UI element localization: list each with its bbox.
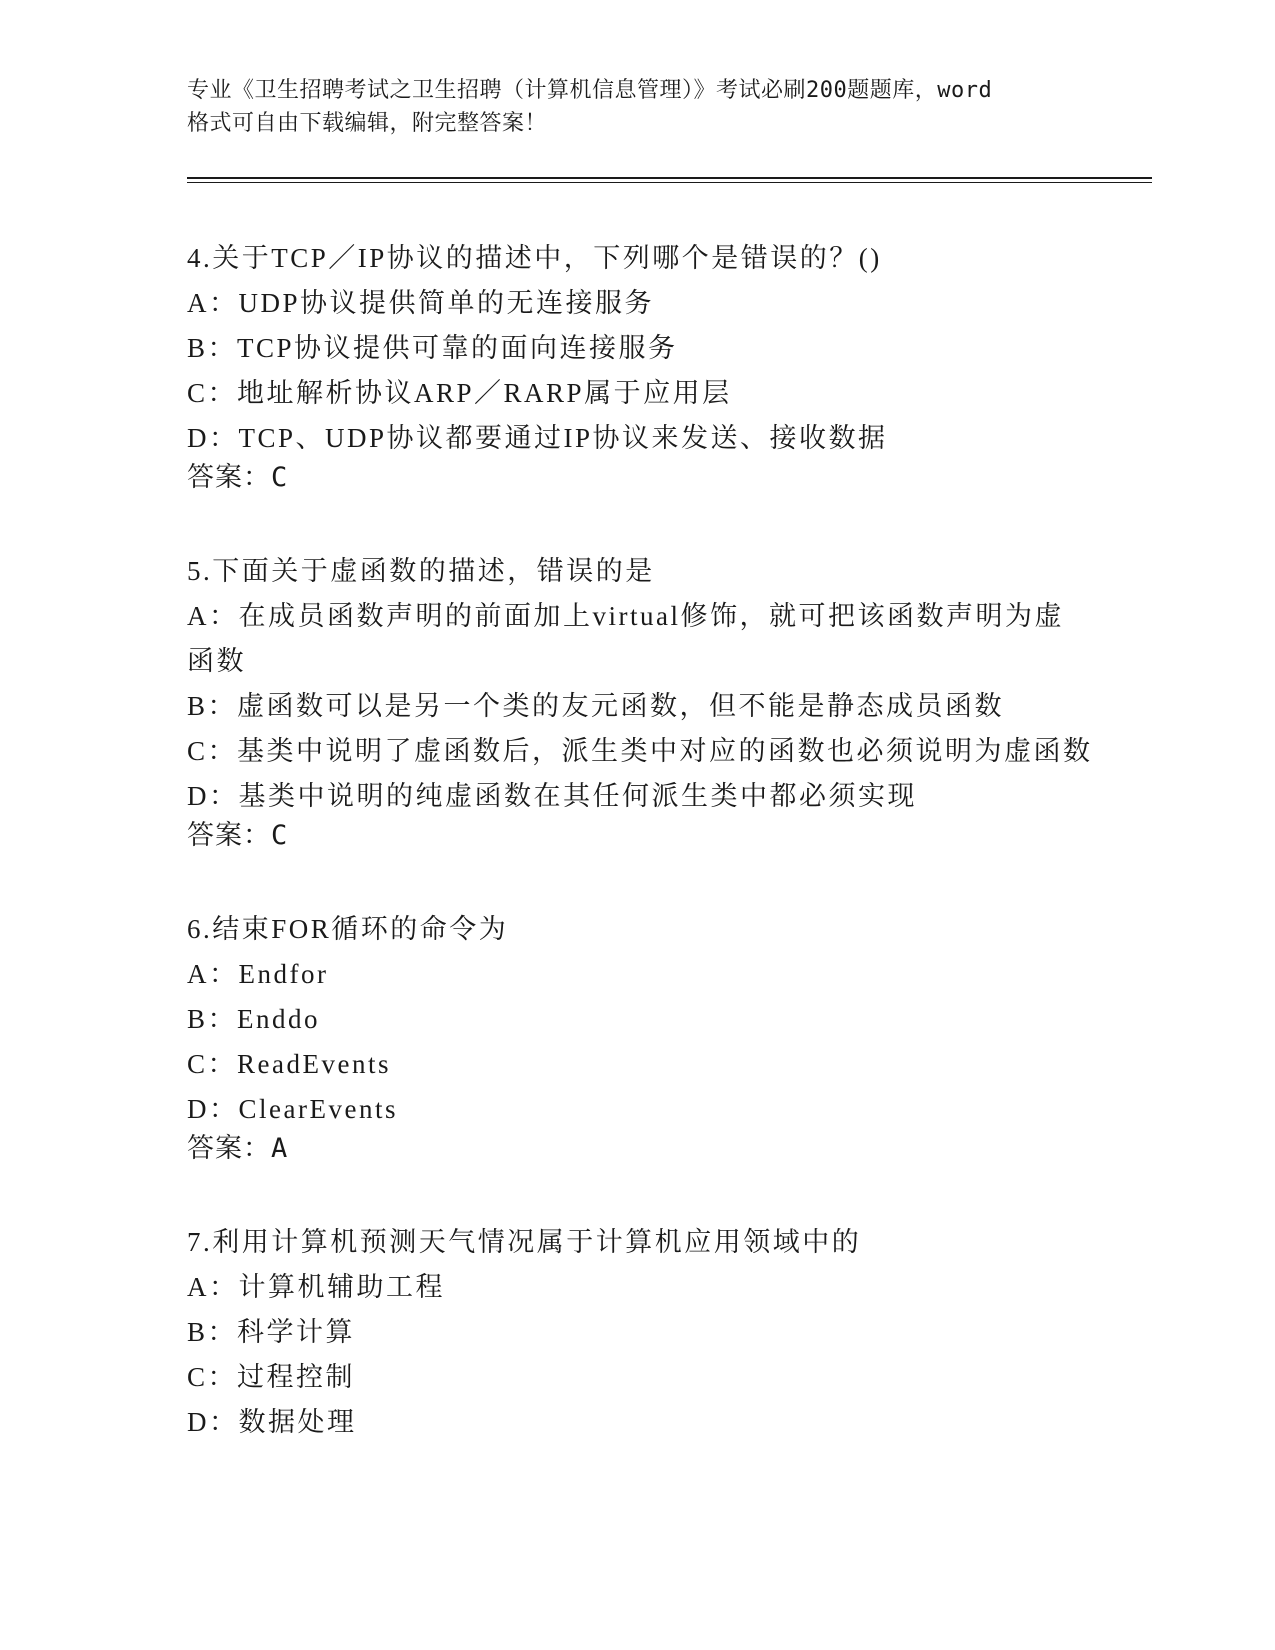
option-b: B：TCP协议提供可靠的面向连接服务 <box>187 333 678 363</box>
question-stem: 7.利用计算机预测天气情况属于计算机应用领域中的 <box>187 1227 862 1257</box>
answer-label: 答案： <box>187 1133 271 1164</box>
option-a: A：在成员函数声明的前面加上virtual修饰，就可把该函数声明为虚 <box>187 601 1064 631</box>
header-divider-thick <box>187 177 1152 179</box>
document-header <box>187 74 1087 140</box>
option-d: D：基类中说明的纯虚函数在其任何派生类中都必须实现 <box>187 781 917 811</box>
option-c: C：地址解析协议ARP／RARP属于应用层 <box>187 378 732 408</box>
option-d: D：TCP、UDP协议都要通过IP协议来发送、接收数据 <box>187 423 888 453</box>
header-line-1: 专业《卫生招聘考试之卫生招聘（计算机信息管理）》考试必刷200题题库，word <box>187 78 993 103</box>
header-divider-thin <box>187 182 1152 183</box>
option-c: C：过程控制 <box>187 1362 356 1392</box>
answer-value: C <box>271 462 289 493</box>
option-d: D：ClearEvents <box>187 1094 398 1124</box>
option-a: A：计算机辅助工程 <box>187 1272 445 1302</box>
answer-line <box>187 813 288 858</box>
option-c: C：基类中说明了虚函数后，派生类中对应的函数也必须说明为虚函数 <box>187 736 1093 766</box>
question-stem: 4.关于TCP／IP协议的描述中，下列哪个是错误的？() <box>187 243 882 273</box>
answer-line <box>187 455 288 500</box>
option-d: D：数据处理 <box>187 1407 357 1437</box>
option-c: C：ReadEvents <box>187 1049 391 1079</box>
option-b: B：科学计算 <box>187 1317 356 1347</box>
option-a-continued: 函数 <box>187 646 246 676</box>
option-b: B：虚函数可以是另一个类的友元函数，但不能是静态成员函数 <box>187 691 1005 721</box>
question-stem: 5.下面关于虚函数的描述，错误的是 <box>187 556 655 586</box>
answer-label: 答案： <box>187 820 271 851</box>
option-a: A：Endfor <box>187 959 329 989</box>
option-b: B：Enddo <box>187 1004 321 1034</box>
option-a: A：UDP协议提供简单的无连接服务 <box>187 288 655 318</box>
answer-label: 答案： <box>187 462 271 493</box>
question-stem: 6.结束FOR循环的命令为 <box>187 914 509 944</box>
answer-value: A <box>271 1133 289 1164</box>
answer-value: C <box>271 820 289 851</box>
answer-line <box>187 1126 288 1171</box>
header-line-2: 格式可自由下载编辑，附完整答案！ <box>187 111 548 136</box>
